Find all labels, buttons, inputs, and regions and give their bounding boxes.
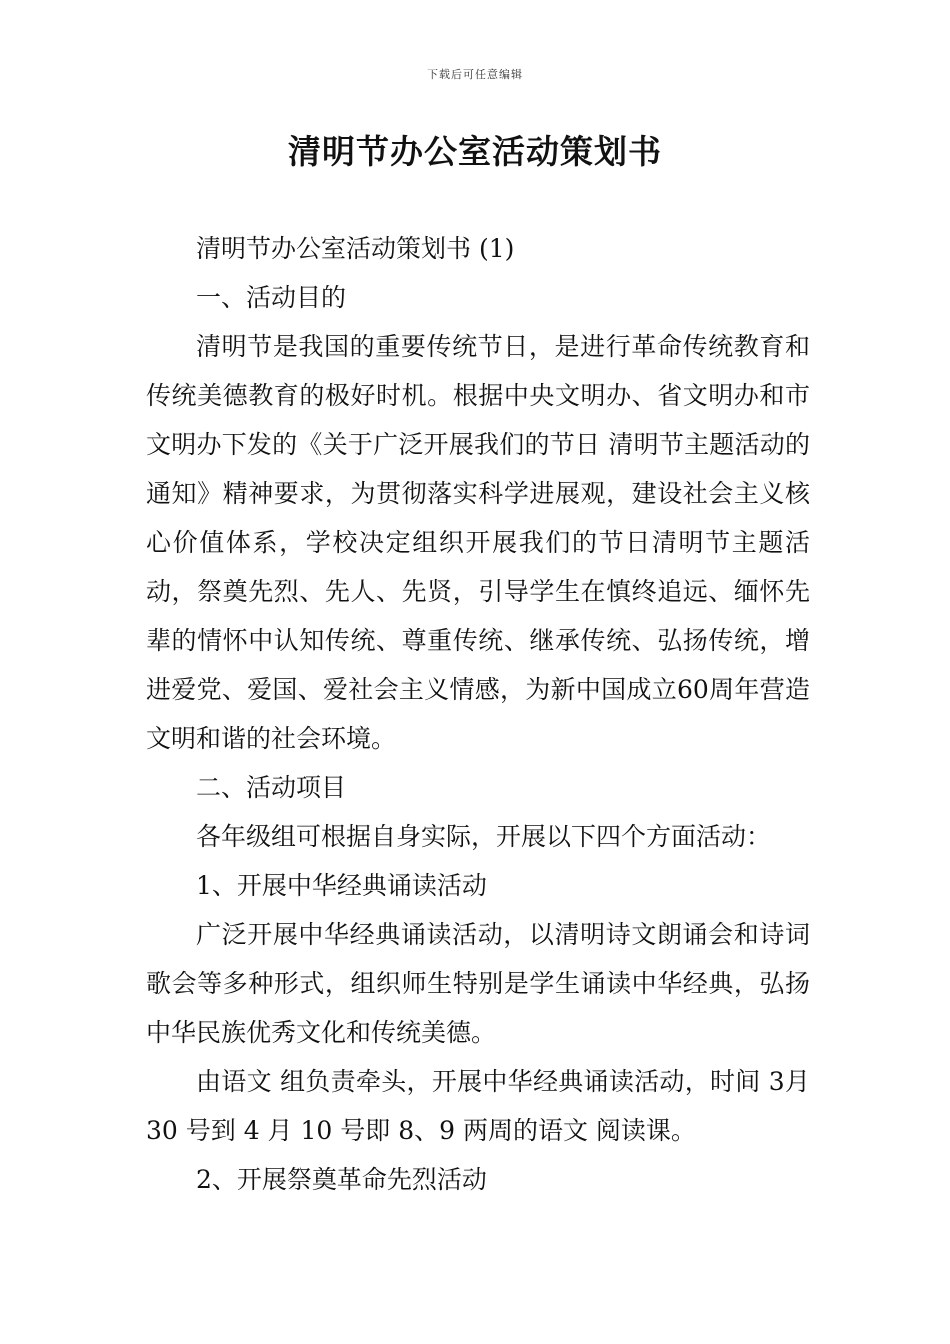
classics-schedule-paragraph: 由语文 组负责牵头，开展中华经典诵读活动，时间 3月 30 号到 4 月 10 号即 8、9 两周的语文 阅读课。 bbox=[146, 1067, 810, 1145]
item-heading-memorial: 2、开展祭奠革命先烈活动 bbox=[196, 1165, 487, 1194]
document-body bbox=[146, 224, 810, 1204]
subtitle-paragraph: 清明节办公室活动策划书 (1) bbox=[196, 234, 515, 263]
section-heading-purpose: 一、活动目的 bbox=[196, 283, 347, 312]
section-heading-items: 二、活动项目 bbox=[196, 773, 347, 802]
item-heading-classics: 1、开展中华经典诵读活动 bbox=[196, 871, 487, 900]
header-note: 下载后可任意编辑 bbox=[427, 68, 523, 81]
document-title: 清明节办公室活动策划书 bbox=[288, 132, 662, 171]
classics-paragraph: 广泛开展中华经典诵读活动，以清明诗文朗诵会和诗词歌会等多种形式，组织师生特别是学生诵读中华经典，弘扬中华民族优秀文化和传统美德。 bbox=[146, 920, 810, 1047]
purpose-paragraph: 清明节是我国的重要传统节日，是进行革命传统教育和传统美德教育的极好时机。根据中央文明办、省文明办和市文明办下发的《关于广泛开展我们的节日 清明节主题活动的通知》精神要求，为贯彻落实科学进展观，建设社会主义核心价值体系，学校决定组织开展我们的节日清明节主题活动，祭奠先烈、先人、先贤，引导学生在慎终追远、缅怀先辈的情怀中认知传统、尊重传统、继承传统、弘扬传统，增进爱党、爱国、爱社会主义情感，为新中国成立60周年营造文明和谐的社会环境。 bbox=[146, 332, 810, 753]
items-intro-paragraph: 各年级组可根据自身实际，开展以下四个方面活动： bbox=[196, 822, 772, 851]
